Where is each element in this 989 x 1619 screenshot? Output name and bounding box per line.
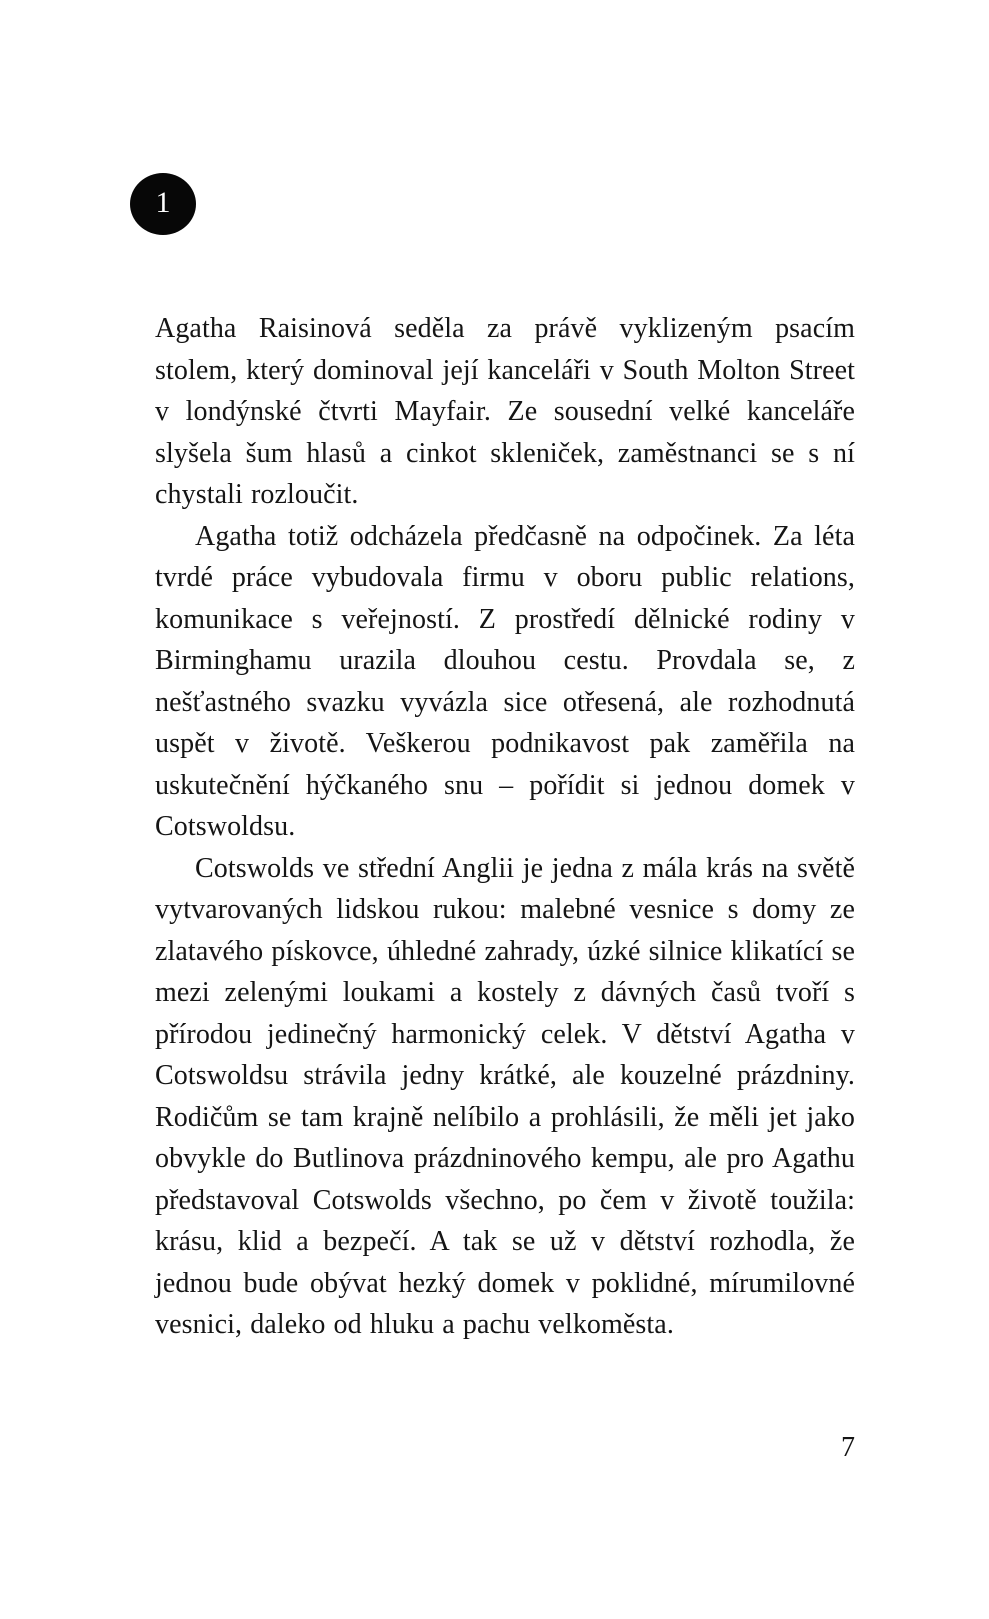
chapter-number-badge <box>130 173 196 235</box>
paragraph-2: Agatha totiž odcházela předčasně na odpočinek. Za léta tvrdé práce vybudovala firmu v oboru public relations, komunikace s veřejností. Z prostředí dělnické rodiny v Birminghamu urazila dlouhou cestu. Provdala se, z nešťastného svazku vyvázla sice otřesená, ale rozhodnutá uspět v životě. Veškerou podnikavost pak zaměřila na uskutečnění hýčkaného snu – pořídit si jednou domek v Cotswoldsu. <box>155 520 855 842</box>
chapter-number: 1 <box>155 186 171 219</box>
body-text <box>155 308 855 1346</box>
paragraph-1: Agatha Raisinová seděla za právě vyklizeným psacím stolem, který dominoval její kanceláři v South Molton Street v londýnské čtvrti Mayfair. Ze sousední velké kanceláře slyšela šum hlasů a cinkot skleniček, zaměstnanci se s ní chystali rozloučit. <box>155 313 855 510</box>
page-number: 7 <box>841 1432 855 1463</box>
paragraph-3: Cotswolds ve střední Anglii je jedna z mála krás na světě vytvarovaných lidskou rukou: malebné vesnice s domy ze zlatavého pískovce, úhledné zahrady, úzké silnice klikatící se mezi zelenými loukami a kostely z dávných časů tvoří s přírodou jedinečný harmonický celek. V dětství Agatha v Cotswoldsu strávila jedny krátké, ale kouzelné prázdniny. Rodičům se tam krajně nelíbilo a prohlásili, že měli jet jako obvykle do Butlinova prázdninového kempu, ale pro Agathu představoval Cotswolds všechno, po čem v životě toužila: krásu, klid a bezpečí. A tak se už v dětství rozhodla, že jednou bude obývat hezký domek v poklidné, mírumilovné vesnici, daleko od hluku a pachu velkoměsta. <box>155 852 855 1340</box>
